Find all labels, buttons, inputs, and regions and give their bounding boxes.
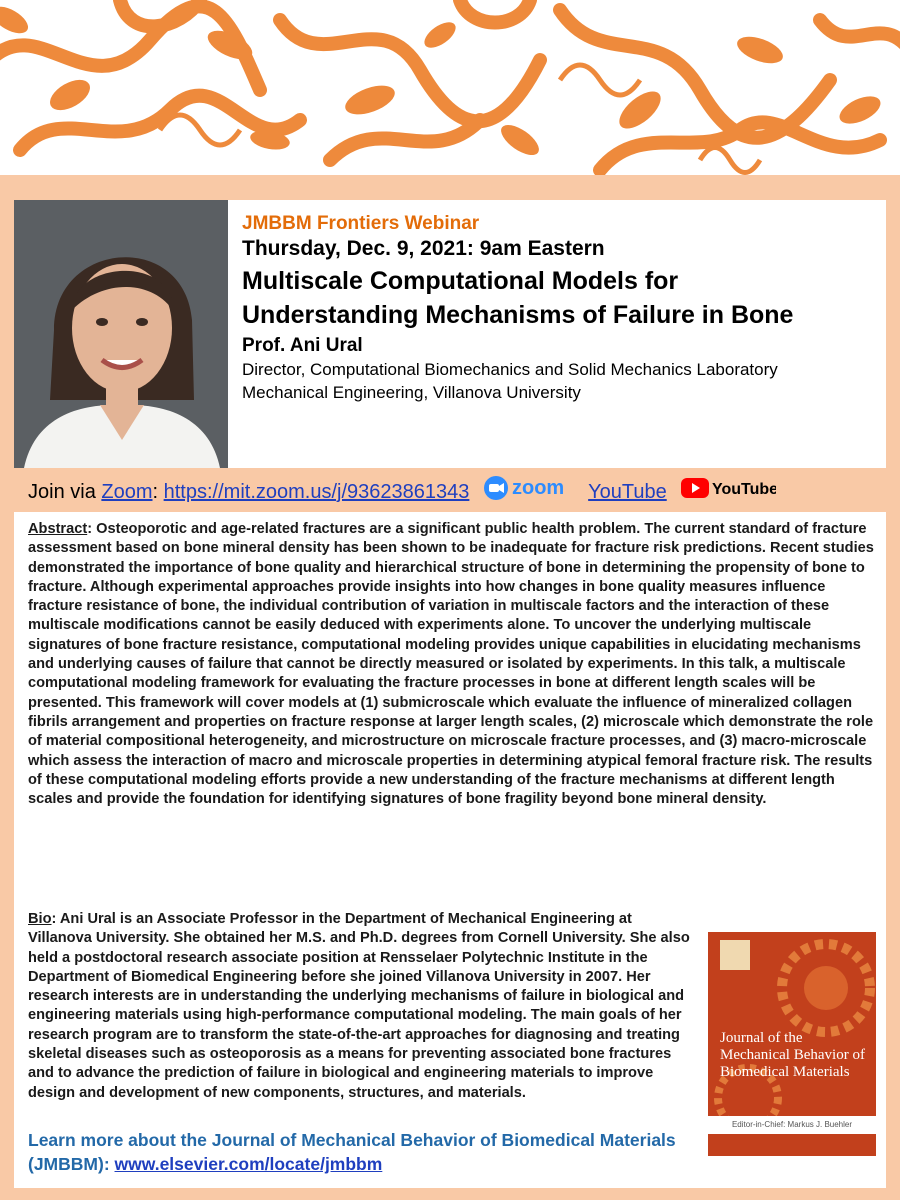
zoom-logo[interactable] <box>483 475 577 510</box>
youtube-link[interactable]: YouTube <box>588 480 667 503</box>
abstract-text: : Osteoporotic and age-related fractures are a significant public health problem. The current standard of fracture assessment based on bone mineral density has been shown to be inadequate for fracture risk predictions. Recent studies demonstrated the importance of bone quality and hierarchical structure of bone in determining the propensity of bone to fracture. Although experimental approaches provide insights into how changes in bone quality measures influence fracture resistance of bone, the individual contribution of variation in multiscale factors and the interaction of these multiscale modifications cannot be easily deduced with experiments alone. To uncover the underlying multiscale signatures of bone fracture resistance, computational modeling provides unique capabilities in elucidating mechanisms and underlying causes of failure that cannot be directly measured or isolated by experiments. In this talk, a multiscale computational modeling framework for evaluating the fracture processes in bone at different length scales will be presented. This framework will cover models at (1) submicroscale which evaluate the influence of mineralized collagen fibrils arrangement and properties on fracture response at larger length scales, (2) microscale which demonstrate the role of material compositional heterogeneity, and microstructure on microscale fracture processes, and (3) macro-microscale which assess the interaction of macro and microscale properties in determining atypical femoral fracture risk. The results of these computational modeling efforts provide a new understanding of the fracture mechanisms at different length scales and provide the foundation for identifying signatures of bone fragility beyond bone mineral density. <box>28 521 874 808</box>
journal-cover <box>708 918 876 1156</box>
floral-pattern-icon <box>0 0 900 175</box>
join-line <box>28 475 888 509</box>
cover-editor: Editor-in-Chief: Markus J. Buehler <box>708 1116 876 1134</box>
jmbbm-link[interactable]: www.elsevier.com/locate/jmbbm <box>114 1154 383 1174</box>
bio-text: : Ani Ural is an Associate Professor in the Department of Mechanical Engineering at Villanova University. She obtained her M.S. and Ph.D. degrees from Cornell University. She also held a postdoctoral research associate position at Rensselaer Polytechnic Institute in the Department of Biomedical Engineering before she joined Villanova University in 2007. Her research interests are in understanding the underlying mechanisms of failure in biological and engineering materials using high-performance computational modeling. The main goals of her research program are to transform the state-of-the-art approaches for diagnosing and treating skeletal diseases such as osteoporosis as a means for preventing associated bone fractures and to advance the prediction of failure in biological and engineering materials to improve design and development of new components, structures, and materials. <box>28 911 690 1101</box>
learn-more-text: Learn more about the Journal of Mechanical Behavior of Biomedical Materials (JMBBM): <box>28 1130 676 1174</box>
bio-label: Bio <box>28 911 52 927</box>
youtube-logo[interactable] <box>680 475 776 510</box>
webinar-datetime: Thursday, Dec. 9, 2021: 9am Eastern <box>242 237 605 260</box>
bio-section <box>28 910 876 1156</box>
webinar-series: JMBBM Frontiers Webinar <box>242 213 480 234</box>
speaker-affiliation-1: Director, Computational Biomechanics and Solid Mechanics Laboratory <box>242 360 778 379</box>
zoom-logo-text: zoom <box>511 477 565 499</box>
learn-more <box>28 1128 708 1176</box>
zoom-url-link[interactable]: https://mit.zoom.us/j/93623861343 <box>163 480 470 503</box>
speaker-name: Prof. Ani Ural <box>242 335 363 356</box>
abstract-section <box>28 520 880 809</box>
cover-title: Journal of the Mechanical Behavior of Biomedical Materials <box>720 1030 865 1080</box>
join-colon: : <box>152 480 164 503</box>
decorative-banner <box>0 0 900 175</box>
zoom-link-label[interactable]: Zoom <box>101 480 153 503</box>
abstract-label: Abstract <box>28 521 88 537</box>
talk-title: Multiscale Computational Models for Understanding Mechanisms of Failure in Bone <box>242 267 794 329</box>
youtube-logo-text: YouTube <box>712 481 777 498</box>
speaker-affiliation-2: Mechanical Engineering, Villanova University <box>242 383 581 402</box>
header-text <box>242 212 882 404</box>
speaker-photo <box>14 200 228 468</box>
join-prefix: Join via <box>28 480 102 503</box>
